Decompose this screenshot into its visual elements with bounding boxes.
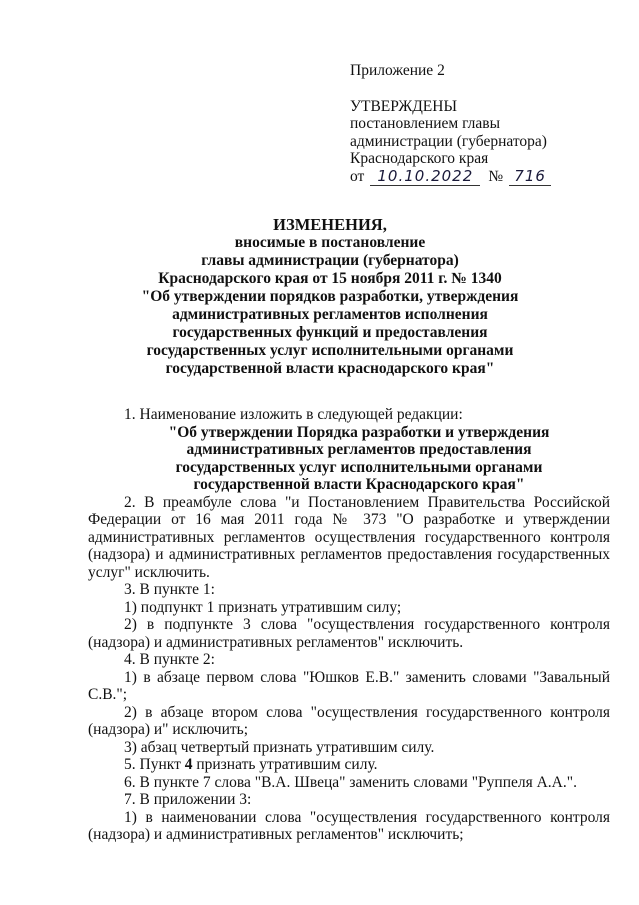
approval-line-2: администрации (губернатора) — [350, 132, 547, 150]
paragraph-5 — [88, 756, 610, 774]
title-line: государственной власти краснодарского края" — [165, 360, 495, 377]
paragraph-3-2: 2) в подпункте 3 слова "осуществления государственного контроля (надзора) и административных регламентов" исключить. — [88, 616, 610, 651]
quote-line: административных регламентов предоставления — [186, 441, 532, 458]
paragraph-7-1: 1) в наименовании слова "осуществления государственного контроля (надзора) и административных регламентов" исключить; — [88, 808, 610, 843]
quote-line: государственных услуг исполнительными органами — [175, 458, 543, 476]
title-heading: ИЗМЕНЕНИЯ, — [273, 215, 387, 234]
title-line: государственных услуг исполнительными органами — [146, 342, 514, 359]
title-line: административных регламентов исполнения — [172, 306, 488, 323]
paragraph-4-1: 1) в абзаце первом слова "Юшков Е.В." заменить словами "Завальный С.В."; — [88, 668, 610, 703]
approval-line-1: постановлением главы — [350, 115, 500, 132]
title-line: вносимые в постановление — [234, 234, 426, 251]
title-line: государственных функций и предоставления — [172, 324, 488, 341]
paragraph-2: 2. В преамбуле слова "и Постановлением Правительства Российской Федерации от 16 мая 2011 года № 373 "О разработке и утверждении административных регламентов осуществления государственного контроля (надзора) и административных регламентов предоставления государственных услуг" исключить. — [88, 493, 610, 581]
approved-label: УТВЕРЖДЕНЫ — [350, 97, 457, 115]
paragraph-5-post: признать утратившим силу. — [192, 756, 378, 773]
number-sign: № — [488, 168, 504, 185]
approval-line-3: Краснодарского края — [350, 150, 489, 167]
paragraph-3-1: 1) подпункт 1 признать утратившим силу; — [124, 598, 402, 616]
title-line: Краснодарского края от 15 ноября 2011 г. № 1340 — [158, 270, 502, 287]
handwritten-date: 10.10.2022 — [370, 168, 480, 186]
document-body — [88, 406, 610, 844]
appendix-label: Приложение 2 — [350, 62, 445, 79]
approval-block — [350, 62, 610, 186]
title-line: "Об утверждении порядков разработки, утверждения — [141, 288, 519, 305]
handwritten-number: 716 — [509, 168, 551, 186]
paragraph-4-3: 3) абзац четвертый признать утратившим силу. — [124, 738, 435, 756]
paragraph-6: 6. В пункте 7 слова "В.А. Швеца" заменить словами "Руппеля А.А.". — [124, 773, 577, 791]
paragraph-5-pre: 5. Пункт — [124, 756, 185, 773]
paragraph-3: 3. В пункте 1: — [124, 581, 215, 598]
paragraph-4-2: 2) в абзаце втором слова "осуществления государственного контроля (надзора) и" исключить; — [88, 703, 610, 738]
title-line: главы администрации (губернатора) — [201, 252, 459, 269]
paragraph-7: 7. В приложении 3: — [124, 791, 252, 808]
new-title-quote — [88, 424, 610, 494]
paragraph-5-bold: 4 — [184, 756, 193, 773]
date-prefix: от — [350, 168, 365, 185]
paragraph-1: 1. Наименование изложить в следующей редакции: — [124, 406, 463, 423]
document-title — [60, 216, 600, 378]
quote-line: государственной власти Краснодарского края" — [193, 476, 525, 493]
quote-line: "Об утверждении Порядка разработки и утверждения — [168, 423, 550, 441]
paragraph-4: 4. В пункте 2: — [124, 651, 215, 668]
date-number-line — [350, 168, 610, 186]
